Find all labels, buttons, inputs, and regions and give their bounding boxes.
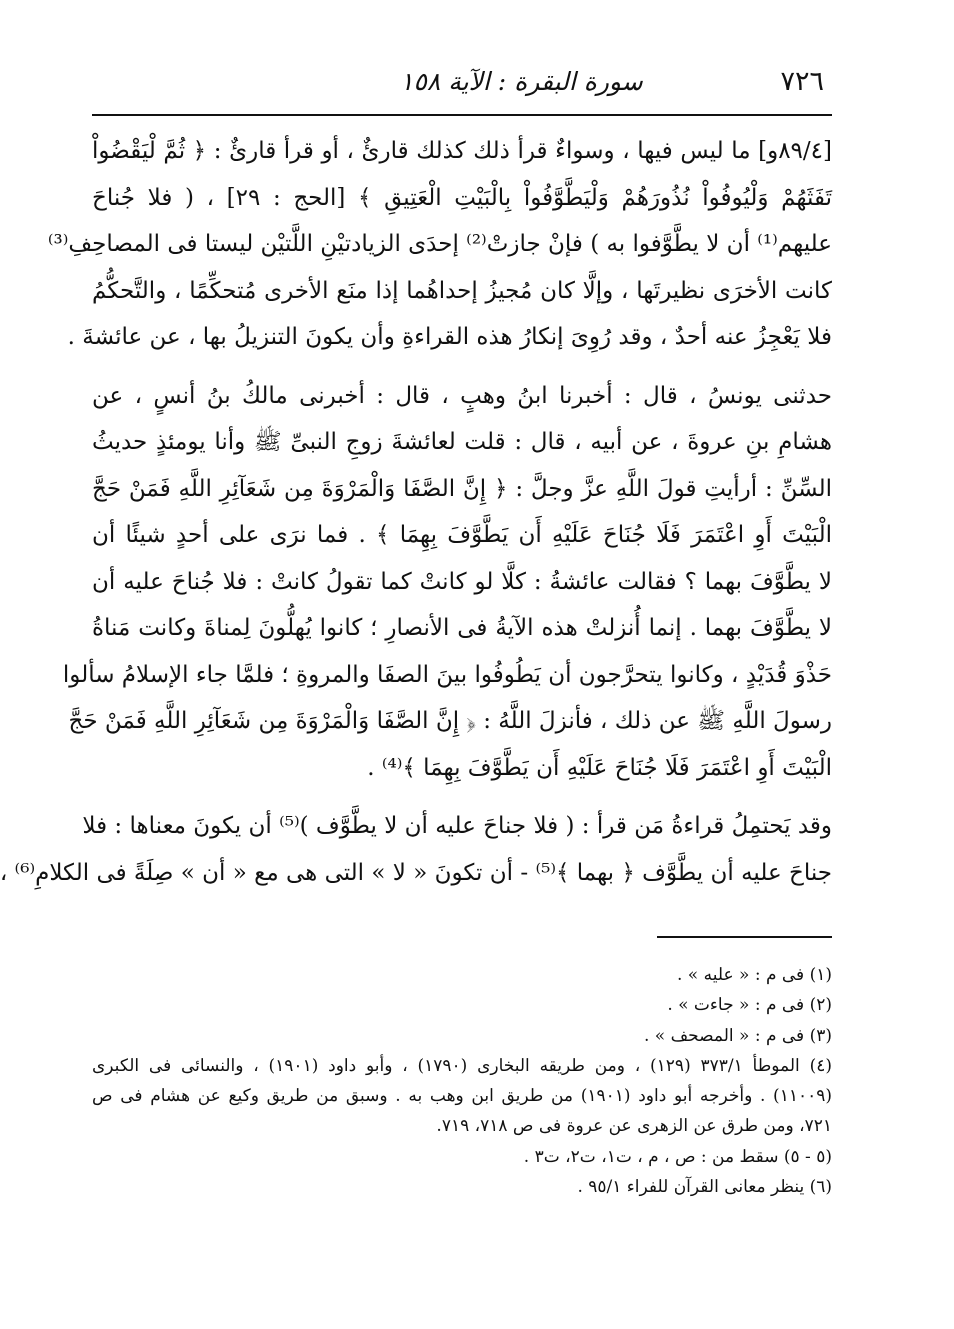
text-line: جناحَ عليه أن يطَّوَّف ﴿ بهما ﴾⁽⁵⁾ - أن تكونَ « لا » التى هى مع « أن » صِلَةً فى الكلامِ⁽⁶⁾ ،	[0, 859, 832, 886]
footnote-2: (٢) فى م : « جاءت » .	[667, 995, 832, 1016]
text-line: [٨٩/٤و] ما ليس فيها ، وسواءٌ قرأ ذلك كذلك قارئٌ ، أو قرأ قارئٌ : ﴿ ثُمَّ لْيَقْضُواْ	[92, 138, 832, 164]
footnotes	[92, 960, 832, 1202]
paragraph-3	[0, 803, 832, 896]
footnote-1: (١) فى م : « عليه » .	[676, 965, 832, 985]
footnote-4: (٤) الموطأ ٣٧٣/١ (١٢٩) ، ومن طريقه البخارى (١٧٩٠) ، وأبو داود (١٩٠١) ، والنسائى فى الكبرى	[92, 1055, 832, 1076]
footnote-4-continued: (١١٠٠٩) . وأخرجه أبو داود (١٩٠١) من طريق ابن وهب به . وسبق من طريق وكيع عن هشام فى ص	[92, 1086, 832, 1107]
text-line: فلا يَعْجِزُ عنه أحدٌ ، وقد رُوِىَ إنكارُ هذه القراءةِ وأن يكونَ التنزيلُ بها ، عن عائشةَ .	[67, 324, 832, 350]
footnote-4-continued: ٧٢١، ومن طرق عن الزهرى عن عروة فى ص ٧١٨، ٧١٩.	[436, 1116, 832, 1137]
text-line: السِّنِّ : أرأيتِ قولَ اللَّهِ عزَّ وجلَّ : ﴿ إِنَّ الصَّفَا وَالْمَرْوَةَ مِن شَعَآئِرِ اللَّهِ فَمَنْ حَجَّ	[92, 475, 832, 502]
text-line: حدثنى يونسُ ، قال : أخبرنا ابنُ وهبٍ ، قال : أخبرنى مالكُ بنُ أنسٍ ، عن	[92, 382, 832, 409]
main-text	[0, 128, 832, 896]
text-line: الْبَيْتَ أَوِ اعْتَمَرَ فَلَا جُنَاحَ عَلَيْهِ أَن يَطَّوَّفَ بِهِمَا ﴾ . فما نرَى على أحدٍ شيئًا أن	[92, 522, 832, 548]
page-number: ٧٢٦	[780, 66, 824, 97]
text-line: كانت الأخرَى نظيرتَها ، وإلَّا كان مُجيزُ إحداهُما إذا منَع الأخرى مُتحكِّمًا ، والتَّحكُّمُ	[92, 277, 832, 304]
page-header	[92, 58, 832, 100]
footnote-5: (٥ - ٥) سقط من : ص ، م ، ت١، ت٢، ت٣ .	[523, 1146, 832, 1167]
text-line: الْبَيْتَ أَوِ اعْتَمَرَ فَلَا جُنَاحَ عَلَيْهِ أَن يَطَّوَّفَ بِهِمَا ﴾⁽⁴⁾ .	[367, 754, 832, 781]
footnote-6: (٦) ينظر معانى القرآن للفراء ٩٥/١ .	[577, 1177, 832, 1198]
footnote-rule	[657, 936, 832, 938]
book-page	[0, 58, 832, 1202]
text-line: وقد يَحتمِلُ قراءةُ مَن قرأ : ( فلا جناحَ عليه أن لا يطَّوَّف )⁽⁵⁾ أن يكونَ معناها : فلا	[82, 813, 832, 839]
running-head: سورة البقرة : الآية ١٥٨	[400, 67, 643, 96]
header-rule	[92, 114, 832, 116]
text-line: عليهم⁽¹⁾ أن لا يطَّوَّفوا به ) فإنْ جازتْ⁽²⁾ إحدَى الزيادتيْنِ اللَّتيْن ليستا فى المصاحِفِ⁽³⁾	[47, 231, 832, 257]
text-line: هشامِ بنِ عروةَ ، عن أبيه ، قال : قلت لعائشةَ زوجِ النبىِّ ﷺ وأنا يومئذٍ حديثُ	[92, 429, 832, 455]
text-line: لا يطَّوَّفَ بهما ؟ فقالت عائشةُ : كلَّا لو كانتْ كما تقولُ كانتْ : فلا جُناحَ عليه أن	[92, 568, 832, 595]
paragraph-2	[62, 373, 832, 792]
text-line: رسولَ اللَّهِ ﷺ عن ذلك ، فأنزلَ اللَّهُ : ﴿ إِنَّ الصَّفَا وَالْمَرْوَةَ مِن شَعَآئِرِ اللَّهِ فَمَنْ حَجَّ	[68, 708, 832, 734]
text-line: حَذْوَ قُدَيْدٍ ، وكانوا يتحرَّجون أن يَطُوفُوا بينَ الصفَا والمروةِ ؛ فلمَّا جاء الإسلامُ سألوا	[62, 661, 832, 688]
text-line: تَفَثَهُمْ وَلْيُوفُواْ نُذُورَهُمْ وَلْيَطَّوَّفُواْ بِالْبَيْتِ الْعَتِيقِ ﴾ [الحج : ٢٩] ، ( فلا جُناحَ	[92, 184, 832, 211]
text-line: لا يطَّوَّفَ بهما . إنما أُنزلتْ هذه الآيةُ فى الأنصارِ ؛ كانوا يُهلُّونَ لِمناةَ وكانت مَناةُ	[92, 615, 832, 641]
footnote-3: (٣) فى م : « المصحف » .	[643, 1025, 832, 1046]
paragraph-1	[47, 128, 832, 361]
